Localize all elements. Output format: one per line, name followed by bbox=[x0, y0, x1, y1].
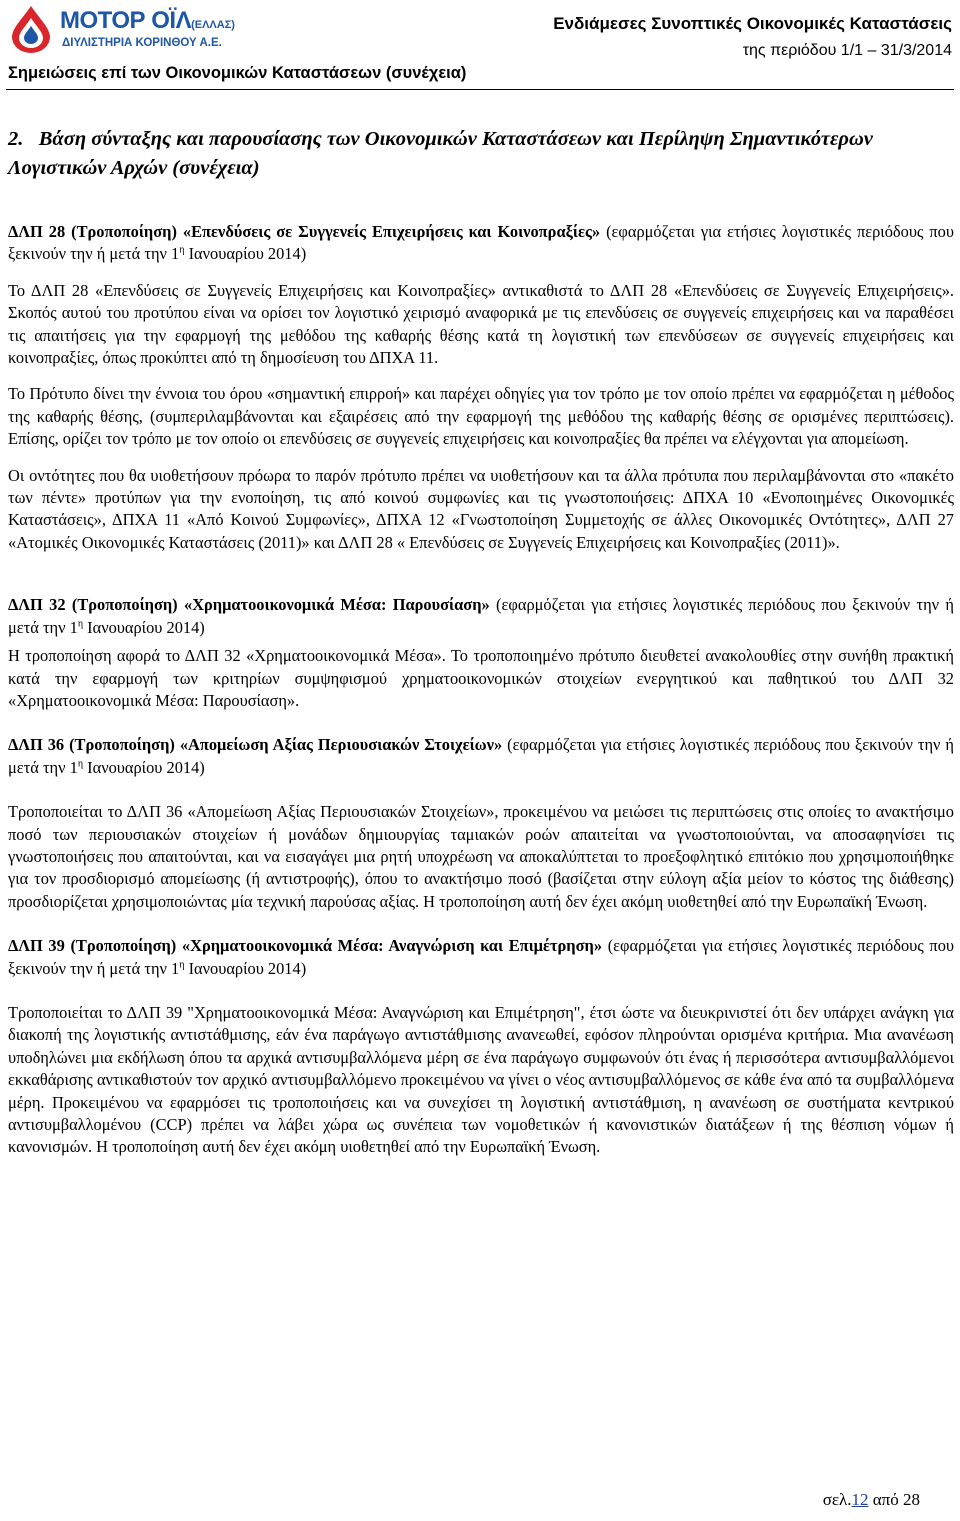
ias36-applies-sup: η bbox=[77, 758, 84, 770]
ias39-title: ΔΛΠ 39 (Τροποποίηση) «Χρηματοοικονομικά Μέσα: Αναγνώριση και Επιμέτρηση» bbox=[8, 936, 603, 956]
page-total: από 28 bbox=[868, 1490, 920, 1509]
ias28-title-paragraph bbox=[8, 221, 954, 266]
ias36-applies-post: Ιανουαρίου 2014) bbox=[83, 757, 205, 777]
header-divider bbox=[6, 89, 954, 90]
ias32-applies-post: Ιανουαρίου 2014) bbox=[83, 617, 205, 637]
ias28-applies-sup: η bbox=[179, 244, 185, 256]
ias28-paragraph-2: Το Πρότυπο δίνει την έννοια του όρου «σημαντική επιρροή» και παρέχει οδηγίες για τον τρόπο με τον οποίο πρέπει να εφαρμόζεται η μέθοδος της καθαρής θέσης, (συμπεριλαμβάνονται και εξαιρέσεις από την εφαρμογή της μεθόδου της καθαρής θέσης σε ορισμένες περιπτώσεις). Επίσης, ορίζει τον τρόπο με τον οποίο οι επενδύσεις σε συγγενείς επιχειρήσεις και κοινοπραξίες θα πρέπει να ελέγχονται για απομείωση. bbox=[8, 384, 954, 449]
page-content bbox=[8, 125, 954, 1159]
page-footer bbox=[823, 1490, 920, 1510]
ias39-title-paragraph bbox=[8, 935, 954, 980]
ias39-applies-sup: η bbox=[179, 959, 185, 971]
report-period: της περιόδου 1/1 – 31/3/2014 bbox=[742, 42, 952, 59]
ias28-paragraph-3: Οι οντότητες που θα υιοθετήσουν πρόωρα το παρόν πρότυπο πρέπει να υιοθετήσουν και τα άλλα πρότυπα που περιλαμβάνονται στο «πακέτο των πέντε» προτύπων για την ενοποίηση, τις από κοινού συμφωνίες και τις γνωστοποιήσεις: ΔΠΧΑ 10 «Ενοποιημένες Οικονομικές Καταστάσεις», ΔΠΧΑ 11 «Από Κοινού Συμφωνίες», ΔΠΧΑ 12 «Γνωστοποίηση Συμμετοχής σε άλλες Οικονομικές Οντότητες», ΔΛΠ 27 «Ατομικές Οικονομικές Καταστάσεις (2011)» και ΔΛΠ 28 « Επενδύσεις σε Συγγενείς Επιχειρήσεις και Κοινοπραξίες (2011)». bbox=[8, 465, 954, 552]
ias39-paragraph-1: Τροποποιείται το ΔΛΠ 39 "Χρηματοοικονομικά Μέσα: Αναγνώριση και Επιμέτρηση", έτσι ώστε να διευκρινιστεί ότι δεν υπάρχει ανάγκη για διακοπή της λογιστικής αντιστάθμισης, εάν ένα παράγωγο αντιστάθμισης ανανεωθεί, εφόσον πληρούνται ορισμένα κριτήρια. Μια ανανέωση υποδηλώνει μια εκδήλωση όπου τα αρχικά αντισυμβαλλόμενα μέρη σε ένα παράγωγο συμφωνούν ότι ένας ή περισσότερα αντισυμβαλλόμενοι εκκαθάρισης αντικαθιστούν τον αρχικό αντισυμβαλλόμενο προκειμένου να γίνει ο νέος αντισυμβαλλόμενος σε κάθε ένα από τα συμβαλλόμενα μέρη. Προκειμένου να εφαρμόσει τις τροποποιήσεις και να συνεχίσει τη λογιστική αντιστάθμιση, η ανανέωση σε συστήματα κεντρικού αντισυμβαλλομένου (CCP) πρέπει να λάβει χώρα ως συνέπεια των νομοθετικών ή κανονιστικών διατάξεων ή της θέσπιση νόμων ή κανονισμών. Η τροποποίηση αυτή δεν έχει ακόμη υιοθετηθεί από την Ευρωπαϊκή Ένωση. bbox=[8, 1002, 954, 1157]
ias28-applies-post: Ιανουαρίου 2014) bbox=[184, 244, 307, 264]
page-number: 12 bbox=[851, 1490, 869, 1509]
ias28-paragraph-1: Το ΔΛΠ 28 «Επενδύσεις σε Συγγενείς Επιχειρήσεις και Κοινοπραξίες» αντικαθιστά το ΔΛΠ 28 «Επενδύσεις σε Συγγενείς Επιχειρήσεις». Σκοπός αυτού του προτύπου είναι να ορίσει τον λογιστικό χειρισμό αναφορικά με τις επενδύσεις σε συγγενείς επιχειρήσεις και να παραθέσει τις απαιτήσεις για την εφαρμογή της μεθόδου της καθαρής θέσης κατά τη λογιστική των επενδύσεων σε συγγενείς επιχειρήσεις και κοινοπραξίες, όπως προκύπτει από τη δημοσίευση του ΔΠΧΑ 11. bbox=[8, 280, 954, 368]
ias36-title-paragraph bbox=[8, 734, 954, 779]
ias28-title: ΔΛΠ 28 (Τροποποίηση) «Επενδύσεις σε Συγγενείς Επιχειρήσεις και Κοινοπραξίες» bbox=[8, 222, 601, 241]
logo-country-text: (ΕΛΛΑΣ) bbox=[191, 19, 235, 31]
ias32-applies-sup: η bbox=[77, 618, 84, 630]
ias39-applies-post: Ιανουαρίου 2014) bbox=[184, 958, 307, 978]
ias32-title: ΔΛΠ 32 (Τροποποίηση) «Χρηματοοικονομικά Μέσα: Παρουσίαση» bbox=[8, 595, 490, 615]
ias28-applies-pre: (εφαρμόζεται για ετήσιες λογιστικές περιόδους που ξεκινούν την ή μετά την 1 bbox=[8, 222, 954, 264]
ias32-applies-pre: (εφαρμόζεται για ετήσιες λογιστικές περιόδους που ξεκινούν την ή μετά την 1 bbox=[8, 595, 955, 637]
company-logo bbox=[6, 4, 235, 56]
ias39-applies-pre: (εφαρμόζεται για ετήσιες λογιστικές περιόδους που ξεκινούν την ή μετά την 1 bbox=[8, 936, 955, 978]
ias36-applies-pre: (εφαρμόζεται για ετήσιες λογιστικές περιόδους που ξεκινούν την ή μετά την 1 bbox=[8, 735, 954, 777]
ias36-title: ΔΛΠ 36 (Τροποποίηση) «Απομείωση Αξίας Περιουσιακών Στοιχείων» bbox=[8, 735, 503, 755]
page-header bbox=[0, 0, 960, 92]
logo-subtitle: ΔΙΥΛΙΣΤΗΡΙΑ ΚΟΡΙΝΘΟΥ Α.Ε. bbox=[62, 37, 222, 49]
logo-drop-icon bbox=[6, 4, 56, 54]
ias36-paragraph-1: Τροποποιείται το ΔΛΠ 36 «Απομείωση Αξίας Περιουσιακών Στοιχείων», προκειμένου να μειώσει τις περιπτώσεις στις οποίες το ανακτήσιμο ποσό των περιουσιακών στοιχείων ή μονάδων δημιουργίας ταμιακών ροών απαιτείται να γνωστοποιούνται, να αποσαφηνίσει τις γνωστοποιήσεις που απαιτούνται, και να εισαγάγει μια ρητή υποχρέωση να αποκαλύπτεται το προεξοφλητικό επιτόκιο που χρησιμοποιήθηκε για τον προσδιορισμό απομείωσης (ή αντιστροφής), όπου το ανακτήσιμο ποσό (βασίζεται στην εύλογη αξία μείον το κόστος της διάθεσης) προσδιορίζεται χρησιμοποιώντας μία τεχνική παρούσας αξίας. Η τροποποίηση αυτή δεν έχει ακόμη υιοθετηθεί από την Ευρωπαϊκή Ένωση. bbox=[8, 802, 954, 911]
ias32-title-paragraph bbox=[8, 594, 954, 639]
report-title: Ενδιάμεσες Συνοπτικές Οικονομικές Καταστάσεις bbox=[553, 14, 952, 33]
page-number-prefix: σελ. bbox=[822, 1490, 852, 1509]
logo-company-name bbox=[60, 7, 235, 35]
ias32-paragraph-1: Η τροποποίηση αφορά το ΔΛΠ 32 «Χρηματοοικονομικά Μέσα». Το τροποποιημένο πρότυπο διευθετεί ανακολουθίες στην συνήθη πρακτική κατά την εφαρμογή των κριτηρίων συμψηφισμού χρηματοοικονομικών στοιχείων ενεργητικού και παθητικού του ΔΛΠ 32 «Χρηματοοικονομικά Μέσα: Παρουσίαση». bbox=[8, 646, 954, 710]
section-heading: 2. Βάση σύνταξης και παρουσίασης των Οικονομικών Καταστάσεων και Περίληψη Σημαντικότερων Λογιστικών Αρχών (συνέχεια) bbox=[8, 128, 873, 179]
notes-title: Σημειώσεις επί των Οικονομικών Καταστάσεων (συνέχεια) bbox=[8, 64, 467, 82]
logo-name-text: ΜΟΤΟΡ ΟΪΛ bbox=[60, 7, 192, 34]
